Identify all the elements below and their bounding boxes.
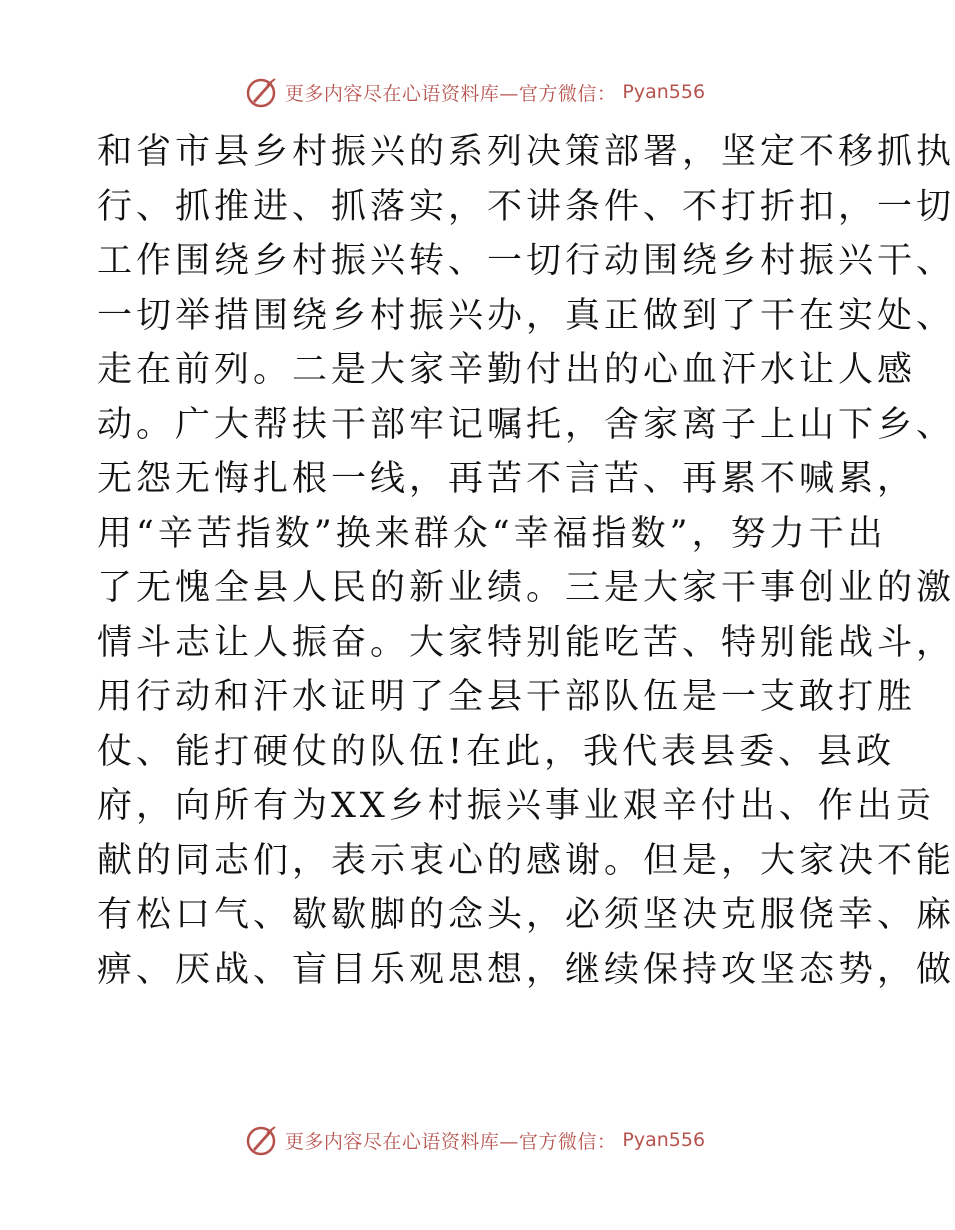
document-body (97, 125, 955, 1055)
quill-pen-logo-icon (245, 1123, 279, 1157)
body-line: 用“辛苦指数”换来群众“幸福指数”，努力干出 (97, 513, 887, 554)
quill-pen-logo-icon (245, 75, 279, 109)
watermark-text: 更多内容尽在心语资料库—官方微信： (284, 1130, 617, 1153)
body-line: 有松口气、歇歇脚的念头，必须坚决克服侥幸、麻 (97, 895, 955, 935)
body-line: 用行动和汗水证明了全县干部队伍是一支敢打胜 (97, 677, 917, 717)
watermark-text: 更多内容尽在心语资料库—官方微信： (284, 82, 617, 105)
body-line: 仗、能打硬仗的队伍!在此，我代表县委、县政 (97, 731, 896, 772)
body-line: 和省市县乡村振兴的系列决策部署，坚定不移抓执 (97, 132, 955, 172)
body-line: 一切举措围绕乡村振兴办，真正做到了干在实处、 (97, 295, 955, 336)
body-line: 痹、厌战、盲目乐观思想，继续保持攻坚态势，做 (97, 949, 955, 990)
header-watermark (0, 72, 950, 112)
body-line: 献的同志们，表示衷心的感谢。但是，大家决不能 (97, 840, 955, 881)
body-line: 无怨无悔扎根一线，再苦不言苦、再累不喊累， (97, 459, 917, 499)
body-line: 府，向所有为XX乡村振兴事业艰辛付出、作出贡 (97, 786, 935, 826)
watermark-handle: Pyan556 (622, 1129, 706, 1151)
body-line: 动。广大帮扶干部牢记嘱托，舍家离子上山下乡、 (97, 404, 955, 445)
body-line: 情斗志让人振奋。大家特别能吃苦、特别能战斗， (97, 622, 955, 663)
body-line: 了无愧全县人民的新业绩。三是大家干事创业的激 (97, 568, 955, 608)
body-line: 走在前列。二是大家辛勤付出的心血汗水让人感 (97, 350, 917, 390)
footer-watermark (0, 1120, 950, 1160)
watermark-handle: Pyan556 (622, 81, 706, 103)
body-line: 行、抓推进、抓落实，不讲条件、不打折扣，一切 (97, 186, 955, 227)
body-line: 工作围绕乡村振兴转、一切行动围绕乡村振兴干、 (97, 241, 955, 281)
